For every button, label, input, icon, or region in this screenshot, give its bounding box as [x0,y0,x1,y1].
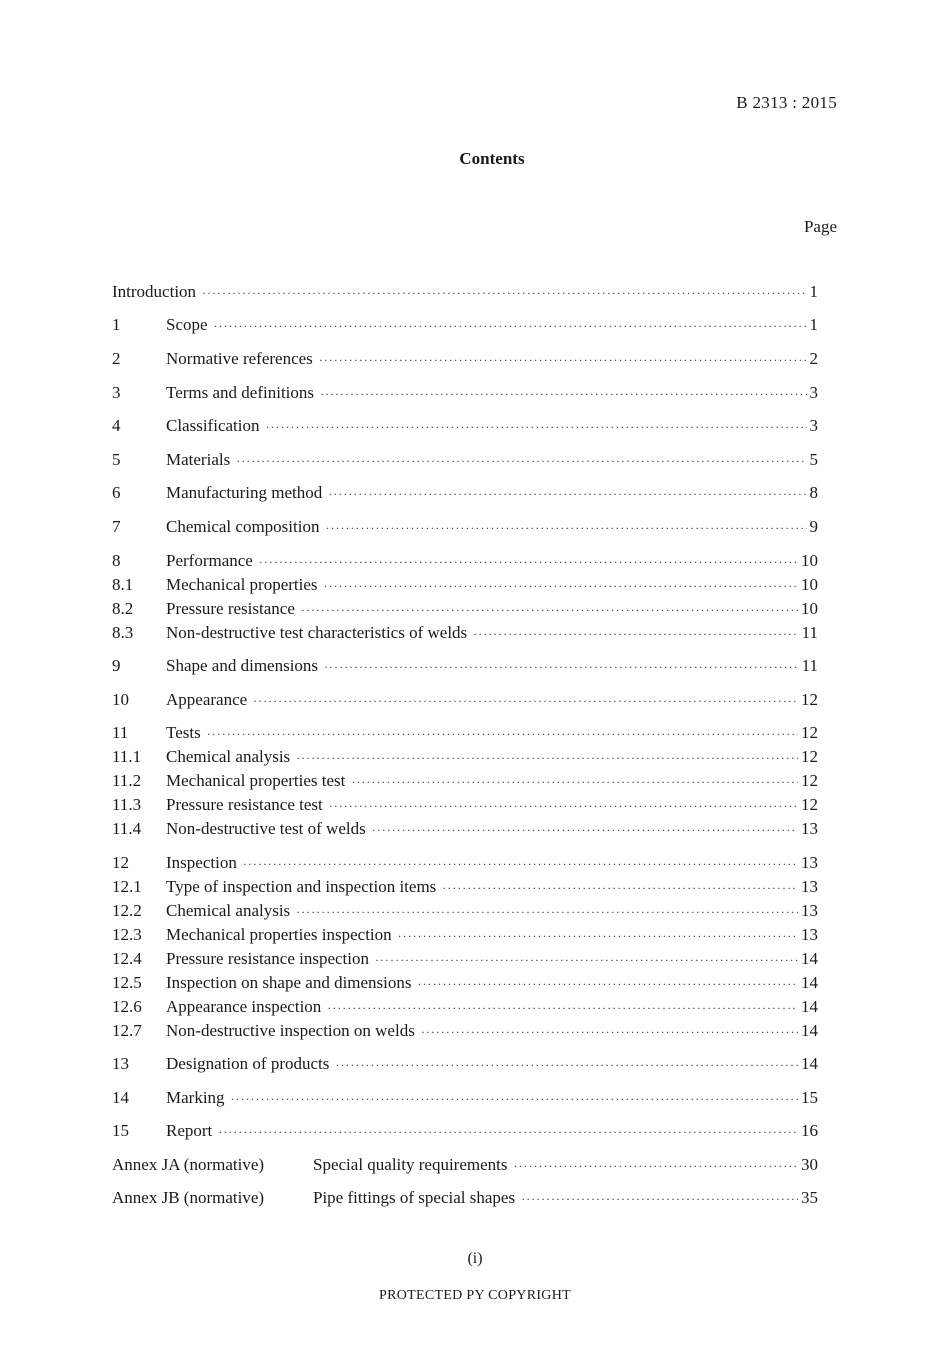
toc-entry-number: 10 [112,690,129,709]
toc-entry-title: Performance [166,551,253,570]
toc-entry-page: 14 [801,973,818,992]
toc-entry[interactable] [112,551,818,573]
toc-entry-number: 7 [112,517,121,536]
dot-leader [442,881,798,896]
toc-entry-number: 8.1 [112,575,134,594]
toc-entry-title: Scope [166,315,208,334]
toc-entry-title: Chemical composition [166,517,320,536]
toc-entry-title: Pressure resistance [166,599,295,618]
toc-entry-title: Inspection on shape and dimensions [166,973,412,992]
page-folio: (i) [467,1250,483,1267]
toc-entry-page: 8 [809,483,818,502]
toc-entry-page: 14 [801,1054,818,1073]
toc-entry[interactable] [112,723,818,745]
toc-entry-page: 2 [809,349,818,368]
toc-entry[interactable] [112,949,818,971]
toc-entry-number: 12.4 [112,949,142,968]
toc-entry[interactable] [112,1121,818,1143]
toc-entry-number: 13 [112,1054,129,1073]
dot-leader [253,694,798,709]
toc-entry-title: Manufacturing method [166,483,323,502]
toc-entry-title: Type of inspection and inspection items [166,877,437,896]
toc-entry-number: 14 [112,1088,129,1107]
toc-entry-number: 8.3 [112,623,134,642]
toc-entry-number: 1 [112,315,121,334]
toc-entry[interactable] [112,575,818,597]
dot-leader [202,286,806,301]
toc-entry-title: Non-destructive test characteristics of welds [166,623,468,642]
toc-entry-page: 11 [801,623,818,642]
dot-leader [218,1125,798,1140]
toc-entry-number: 8.2 [112,599,134,618]
dot-leader [327,1001,798,1016]
toc-entry-number: 15 [112,1121,129,1140]
dot-leader [320,387,806,402]
toc-entry[interactable] [112,383,818,405]
toc-entry-page: 12 [801,747,818,766]
dot-leader [243,857,798,872]
toc-entry[interactable] [112,925,818,947]
toc-entry-number: 3 [112,383,121,402]
toc-entry[interactable] [112,795,818,817]
toc-entry-number: 2 [112,349,121,368]
toc-entry[interactable] [112,599,818,621]
dot-leader [214,319,807,334]
toc-entry-number: Annex JB (normative) [112,1188,265,1207]
toc-entry[interactable] [112,973,818,995]
toc-entry[interactable] [112,416,818,438]
toc-entry-number: 12.7 [112,1021,142,1040]
page-column-header: Page [803,217,837,236]
toc-entry-title: Mechanical properties test [166,771,346,790]
toc-entry-number: 11.1 [112,747,142,766]
toc-entry[interactable] [112,623,818,645]
toc-entry-page: 13 [801,853,818,872]
toc-entry-page: 1 [809,282,818,301]
standard-id: B 2313 : 2015 [736,93,837,112]
toc-entry-number: 12.2 [112,901,142,920]
toc-entry[interactable] [112,747,818,769]
toc-entry-number: 12 [112,853,129,872]
toc-entry-title: Report [166,1121,213,1140]
toc-entry-page: 3 [809,416,818,435]
toc-entry-page: 13 [801,901,818,920]
toc-entry-title: Chemical analysis [166,747,291,766]
toc-entry-title: Pressure resistance inspection [166,949,369,968]
toc-entry-number: 12.6 [112,997,142,1016]
toc-entry-number: 12.5 [112,973,142,992]
dot-leader [319,353,807,368]
toc-entry[interactable] [112,282,818,304]
toc-entry-page: 11 [801,656,818,675]
dot-leader [325,521,806,536]
toc-entry-page: 14 [801,1021,818,1040]
toc-entry-title: Mechanical properties inspection [166,925,392,944]
toc-entry-title: Appearance [166,690,248,709]
toc-entry-title: Terms and definitions [166,383,315,402]
toc-entry-title: Marking [166,1088,225,1107]
toc-entry-page: 12 [801,723,818,742]
toc-entry-title: Classification [166,416,260,435]
toc-entry-title: Pipe fittings of special shapes [313,1188,516,1207]
dot-leader [418,977,798,992]
toc-entry-number: Annex JA (normative) [112,1155,265,1174]
dot-leader [301,603,798,618]
toc-entry[interactable] [112,483,818,505]
dot-leader [375,953,798,968]
toc-entry[interactable] [112,901,818,923]
toc-entry-page: 10 [801,551,818,570]
toc-entry[interactable] [112,315,818,337]
toc-entry-title: Mechanical properties [166,575,318,594]
toc-entry[interactable] [112,517,818,539]
toc-entry[interactable] [112,853,818,875]
toc-entry-number: 12.3 [112,925,142,944]
toc-entry-number: 6 [112,483,121,502]
dot-leader [236,454,806,469]
toc-entry-page: 16 [801,1121,818,1140]
toc-entry-title: Special quality requirements [313,1155,508,1174]
toc-entry-page: 12 [801,771,818,790]
toc-entry[interactable] [112,1021,818,1043]
dot-leader [521,1192,798,1207]
toc-entry-page: 14 [801,997,818,1016]
toc-entry-number: 11.3 [112,795,142,814]
toc-entry-page: 9 [809,517,818,536]
dot-leader [324,579,798,594]
toc-entry-title: Pressure resistance test [166,795,323,814]
dot-leader [324,660,799,675]
dot-leader [265,420,806,435]
toc-entry[interactable] [112,997,818,1019]
dot-leader [296,905,798,920]
toc-entry[interactable] [112,349,818,371]
toc-entry-title: Materials [166,450,231,469]
toc-entry[interactable] [112,1155,818,1177]
toc-entry[interactable] [112,1188,818,1210]
toc-entry-title: Normative references [166,349,313,368]
toc-entry-number: 12.1 [112,877,142,896]
toc-entry[interactable] [112,450,818,472]
toc-entry-title: Inspection [166,853,237,872]
toc-entry-number: 11.4 [112,819,142,838]
dot-leader [335,1058,798,1073]
copyright-notice: PROTECTED PY COPYRIGHT [379,1288,571,1303]
toc-entry-title: Introduction [112,282,197,301]
toc-entry-title: Non-destructive inspection on welds [166,1021,415,1040]
dot-leader [207,727,798,742]
dot-leader [259,555,798,570]
toc-entry-page: 30 [801,1155,818,1174]
toc-entry-page: 13 [801,877,818,896]
dot-leader [328,487,806,502]
toc-entry-page: 12 [801,795,818,814]
toc-entry-title: Non-destructive test of welds [166,819,366,838]
dot-leader [473,627,798,642]
dot-leader [421,1025,798,1040]
toc-entry-page: 14 [801,949,818,968]
toc-entry-title: Designation of products [166,1054,330,1073]
toc-entry-page: 5 [809,450,818,469]
toc-entry[interactable] [112,819,818,841]
dot-leader [514,1159,799,1174]
toc-entry-page: 35 [801,1188,818,1207]
toc-entry-title: Shape and dimensions [166,656,319,675]
toc-entry-page: 13 [801,819,818,838]
toc-entry[interactable] [112,690,818,712]
toc-entry-page: 1 [809,315,818,334]
toc-entry[interactable] [112,1088,818,1110]
toc-entry[interactable] [112,1054,818,1076]
toc-entry-page: 10 [801,575,818,594]
dot-leader [398,929,798,944]
toc-entry[interactable] [112,771,818,793]
toc-entry-page: 10 [801,599,818,618]
toc-entry-number: 5 [112,450,121,469]
toc-entry-number: 8 [112,551,121,570]
dot-leader [351,775,798,790]
toc-entry-title: Appearance inspection [166,997,322,1016]
toc-entry-title: Tests [166,723,201,742]
page-title: Contents [459,149,525,168]
toc-entry-number: 11 [112,723,129,742]
toc-entry-number: 11.2 [112,771,142,790]
toc-entry-number: 9 [112,656,121,675]
toc-entry[interactable] [112,656,818,678]
dot-leader [329,799,798,814]
toc-entry-page: 3 [809,383,818,402]
toc-entry-number: 4 [112,416,121,435]
toc-entry-page: 15 [801,1088,818,1107]
dot-leader [231,1092,798,1107]
dot-leader [372,823,798,838]
toc-entry-page: 12 [801,690,818,709]
dot-leader [296,751,798,766]
toc-entry-page: 13 [801,925,818,944]
toc-entry-title: Chemical analysis [166,901,291,920]
toc-entry[interactable] [112,877,818,899]
